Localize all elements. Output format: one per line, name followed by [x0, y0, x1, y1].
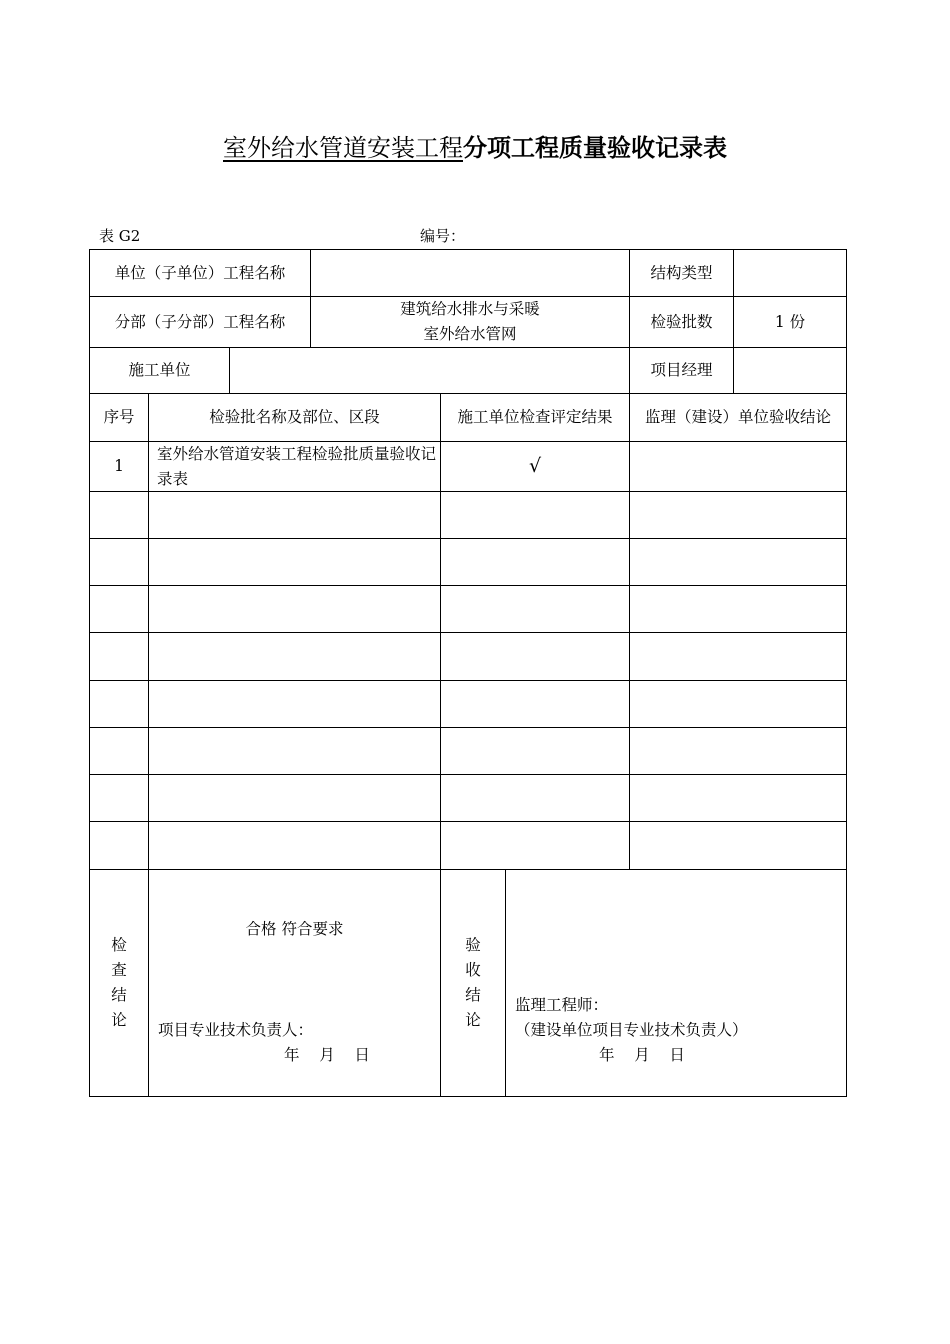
check-signer-label: 项目专业技术负责人：	[158, 1021, 314, 1039]
accept-label-char-2: 收	[465, 961, 481, 979]
row-6-check-result[interactable]	[440, 680, 630, 728]
row-8-no	[89, 774, 149, 822]
sub-project-value-line2: 室外给水管网	[423, 325, 517, 343]
contractor-field[interactable]	[229, 347, 630, 394]
sub-project-field[interactable]	[310, 296, 630, 348]
title-project-name: 室外给水管道安装工程	[223, 134, 463, 162]
accept-signer-label: 监理工程师：	[515, 996, 609, 1014]
structure-type-label: 结构类型	[629, 249, 734, 297]
project-manager-label: 项目经理	[629, 347, 734, 394]
document-title	[0, 128, 950, 168]
row-8-check-result[interactable]	[440, 774, 630, 822]
row-9-acceptance[interactable]	[629, 821, 847, 870]
accept-date: 年 月 日	[599, 1046, 685, 1064]
row-2-no	[89, 491, 149, 539]
row-5-acceptance[interactable]	[629, 632, 847, 681]
check-label-char-3: 结	[111, 986, 127, 1004]
row-3-no	[89, 538, 149, 586]
title-form-name: 分项工程质量验收记录表	[463, 133, 727, 162]
row-3-batch-name[interactable]	[148, 538, 441, 586]
unit-project-field[interactable]	[310, 249, 630, 297]
row-7-check-result[interactable]	[440, 727, 630, 775]
row-6-batch-name[interactable]	[148, 680, 441, 728]
row-5-batch-name[interactable]	[148, 632, 441, 681]
accept-label-char-3: 结	[465, 986, 481, 1004]
col-header-batch-name: 检验批名称及部位、区段	[148, 393, 441, 442]
row-4-check-result[interactable]	[440, 585, 630, 633]
batch-count-field[interactable]: 1 份	[733, 296, 847, 348]
row-7-batch-name[interactable]	[148, 727, 441, 775]
check-date: 年 月 日	[284, 1046, 370, 1064]
accept-label-char-4: 论	[465, 1011, 481, 1029]
col-header-no: 序号	[89, 393, 149, 442]
row-9-batch-name[interactable]	[148, 821, 441, 870]
accept-label-char-1: 验	[465, 936, 481, 954]
project-manager-field[interactable]	[733, 347, 847, 394]
row-8-batch-name[interactable]	[148, 774, 441, 822]
contractor-label: 施工单位	[89, 347, 230, 394]
structure-type-field[interactable]	[733, 249, 847, 297]
col-header-acceptance: 监理（建设）单位验收结论	[629, 393, 847, 442]
sub-project-value-line1: 建筑给水排水与采暖	[400, 300, 540, 318]
serial-number-label: 编号：	[420, 227, 466, 245]
sub-project-label: 分部（子分部）工程名称	[89, 296, 311, 348]
col-header-check-result: 施工单位检查评定结果	[440, 393, 630, 442]
row-6-acceptance[interactable]	[629, 680, 847, 728]
row-1-batch-name[interactable]: 室外给水管道安装工程检验批质量验收记录表	[148, 441, 441, 492]
check-label-char-2: 查	[111, 961, 127, 979]
row-3-acceptance[interactable]	[629, 538, 847, 586]
row-4-acceptance[interactable]	[629, 585, 847, 633]
row-2-check-result[interactable]	[440, 491, 630, 539]
row-8-acceptance[interactable]	[629, 774, 847, 822]
row-9-no	[89, 821, 149, 870]
row-4-batch-name[interactable]	[148, 585, 441, 633]
check-label-char-4: 论	[111, 1011, 127, 1029]
row-1-no: 1	[89, 441, 149, 492]
row-7-acceptance[interactable]	[629, 727, 847, 775]
table-number: 表 G2	[99, 227, 141, 245]
row-5-no	[89, 632, 149, 681]
row-6-no	[89, 680, 149, 728]
row-1-acceptance[interactable]	[629, 441, 847, 492]
row-7-no	[89, 727, 149, 775]
check-conclusion-label	[89, 869, 149, 1097]
row-3-check-result[interactable]	[440, 538, 630, 586]
row-2-batch-name[interactable]	[148, 491, 441, 539]
check-label-char-1: 检	[111, 936, 127, 954]
accept-signer-sublabel: （建设单位项目专业技术负责人）	[515, 1021, 748, 1039]
accept-conclusion-label	[440, 869, 506, 1097]
row-2-acceptance[interactable]	[629, 491, 847, 539]
row-1-check-result[interactable]: √	[440, 441, 630, 492]
unit-project-label: 单位（子单位）工程名称	[89, 249, 311, 297]
batch-count-label: 检验批数	[629, 296, 734, 348]
row-9-check-result[interactable]	[440, 821, 630, 870]
check-result-text: 合格 符合要求	[245, 920, 344, 938]
row-5-check-result[interactable]	[440, 632, 630, 681]
row-4-no	[89, 585, 149, 633]
